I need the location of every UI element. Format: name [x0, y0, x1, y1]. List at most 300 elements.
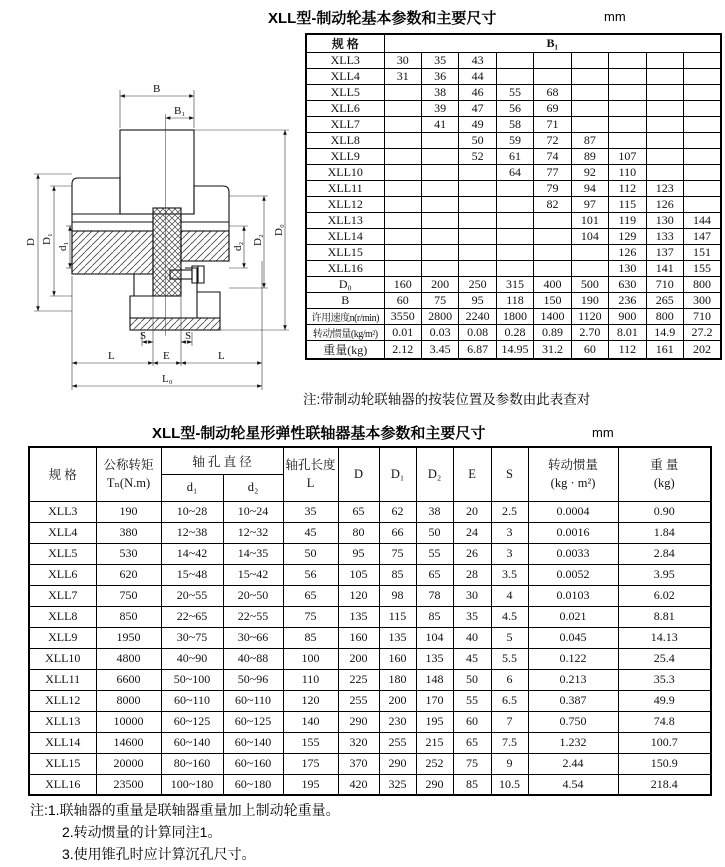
value-cell: 72	[534, 133, 571, 149]
value-cell: 0.89	[534, 325, 571, 341]
value-cell: 25.4	[618, 648, 711, 669]
value-cell: 60	[571, 341, 608, 360]
value-cell: 3.95	[618, 564, 711, 585]
value-cell: 39	[421, 101, 458, 117]
value-cell: 60	[453, 711, 491, 732]
value-cell: 23500	[96, 774, 161, 795]
value-cell: 0.0103	[528, 585, 618, 606]
value-cell	[571, 245, 608, 261]
value-cell	[421, 149, 458, 165]
value-cell: 66	[379, 522, 416, 543]
footnote-2: 2.转动惯量的计算同注1。	[62, 824, 222, 840]
value-cell: 420	[338, 774, 379, 795]
value-cell: 45	[283, 522, 338, 543]
value-cell	[421, 197, 458, 213]
table1-row	[306, 277, 721, 293]
value-cell: 60~140	[223, 732, 283, 753]
value-cell: 144	[684, 213, 722, 229]
value-cell: 85	[416, 606, 453, 627]
table2-row	[29, 627, 711, 648]
value-cell: 60~125	[223, 711, 283, 732]
value-cell: 180	[379, 669, 416, 690]
value-cell: 12~38	[161, 522, 223, 543]
value-cell: 52	[459, 149, 496, 165]
value-cell: 4.5	[491, 606, 528, 627]
row-label-cell: XLL14	[306, 229, 384, 245]
value-cell: 20~55	[161, 585, 223, 606]
table2-header-D1: D₁	[379, 447, 416, 501]
table1-row	[306, 165, 721, 181]
value-cell: 35	[453, 606, 491, 627]
value-cell	[384, 117, 421, 133]
value-cell: 30~75	[161, 627, 223, 648]
value-cell: 9	[491, 753, 528, 774]
value-cell: 40	[453, 627, 491, 648]
value-cell: 2240	[459, 309, 496, 325]
value-cell: XLL14	[29, 732, 96, 753]
value-cell: 1120	[571, 309, 608, 325]
value-cell: 400	[534, 277, 571, 293]
value-cell: 110	[609, 165, 646, 181]
inertia-label-line2: (kg · m²)	[550, 476, 596, 491]
value-cell: 500	[571, 277, 608, 293]
value-cell: 0.0004	[528, 501, 618, 522]
value-cell	[609, 133, 646, 149]
value-cell: 151	[684, 245, 722, 261]
table2-header-d2: d₂	[223, 474, 283, 501]
value-cell: 101	[571, 213, 608, 229]
value-cell: 41	[421, 117, 458, 133]
value-cell: 36	[421, 69, 458, 85]
value-cell: 87	[571, 133, 608, 149]
value-cell: XLL5	[29, 543, 96, 564]
value-cell: 120	[283, 690, 338, 711]
value-cell: 1800	[496, 309, 533, 325]
value-cell	[496, 69, 533, 85]
value-cell: XLL6	[29, 564, 96, 585]
value-cell: 65	[338, 501, 379, 522]
table2-header-weight	[618, 447, 711, 501]
table1-row	[306, 101, 721, 117]
value-cell: 31	[384, 69, 421, 85]
value-cell: 112	[609, 181, 646, 197]
value-cell: 115	[379, 606, 416, 627]
value-cell: 14.95	[496, 341, 533, 360]
value-cell: 135	[338, 606, 379, 627]
value-cell: XLL16	[29, 774, 96, 795]
value-cell: 62	[379, 501, 416, 522]
torque-label-line2: Tₙ(N.m)	[106, 476, 151, 491]
value-cell	[421, 165, 458, 181]
value-cell: 710	[646, 277, 683, 293]
value-cell	[496, 53, 533, 69]
value-cell	[646, 117, 683, 133]
value-cell: 75	[379, 543, 416, 564]
value-cell: XLL3	[29, 501, 96, 522]
value-cell: 7	[491, 711, 528, 732]
row-label-cell: XLL4	[306, 69, 384, 85]
value-cell: 4800	[96, 648, 161, 669]
table2-header-D2: D₂	[416, 447, 453, 501]
value-cell	[646, 133, 683, 149]
value-cell: 44	[459, 69, 496, 85]
value-cell: 12~32	[223, 522, 283, 543]
value-cell	[384, 197, 421, 213]
value-cell: 2.12	[384, 341, 421, 360]
value-cell: 55	[416, 543, 453, 564]
table1-b1-header: B₁	[384, 34, 721, 53]
value-cell: 60~110	[223, 690, 283, 711]
value-cell: 160	[338, 627, 379, 648]
inertia-label-line1: 转动惯量	[548, 458, 599, 473]
table1-row	[306, 293, 721, 309]
value-cell	[421, 245, 458, 261]
table2-row	[29, 564, 711, 585]
value-cell: 8000	[96, 690, 161, 711]
table1-row	[306, 133, 721, 149]
torque-label-line1: 公称转矩	[103, 458, 154, 473]
dim-label-d1: d₁	[57, 241, 69, 251]
value-cell: 60~180	[223, 774, 283, 795]
value-cell	[384, 181, 421, 197]
value-cell: XLL7	[29, 585, 96, 606]
value-cell: 300	[684, 293, 722, 309]
value-cell: 2.44	[528, 753, 618, 774]
table1-row	[306, 325, 721, 341]
value-cell: 126	[646, 197, 683, 213]
value-cell: 40~90	[161, 648, 223, 669]
dim-label-B: B	[153, 83, 161, 95]
value-cell: 61	[496, 149, 533, 165]
value-cell	[496, 181, 533, 197]
value-cell	[684, 101, 722, 117]
value-cell: 0.28	[496, 325, 533, 341]
value-cell	[459, 229, 496, 245]
table1-row	[306, 197, 721, 213]
table2-row	[29, 732, 711, 753]
value-cell: 150	[534, 293, 571, 309]
value-cell: 195	[416, 711, 453, 732]
value-cell: 20~50	[223, 585, 283, 606]
row-label-cell: XLL12	[306, 197, 384, 213]
value-cell: 35	[283, 501, 338, 522]
row-label-cell: 许用速度n(r/min)	[306, 309, 384, 325]
dim-label-L-left: L	[108, 350, 115, 362]
table1-unit: mm	[604, 9, 626, 24]
value-cell: 104	[416, 627, 453, 648]
row-label-cell: XLL9	[306, 149, 384, 165]
value-cell: 0.01	[384, 325, 421, 341]
value-cell: 60~160	[223, 753, 283, 774]
dim-label-D0: D₀	[273, 224, 285, 236]
table1-row	[306, 149, 721, 165]
table1-row	[306, 309, 721, 325]
value-cell: 0.03	[421, 325, 458, 341]
value-cell: 252	[416, 753, 453, 774]
value-cell: 195	[283, 774, 338, 795]
table2-header-S: S	[491, 447, 528, 501]
value-cell	[571, 117, 608, 133]
value-cell: XLL13	[29, 711, 96, 732]
value-cell: 200	[379, 690, 416, 711]
value-cell	[459, 245, 496, 261]
value-cell: 31.2	[534, 341, 571, 360]
value-cell	[534, 53, 571, 69]
value-cell: 135	[379, 627, 416, 648]
value-cell: 3.5	[491, 564, 528, 585]
value-cell: XLL15	[29, 753, 96, 774]
value-cell	[684, 53, 722, 69]
value-cell: 75	[421, 293, 458, 309]
value-cell: 56	[496, 101, 533, 117]
value-cell: 65	[283, 585, 338, 606]
value-cell: 160	[379, 648, 416, 669]
value-cell: 60	[384, 293, 421, 309]
value-cell: 55	[496, 85, 533, 101]
value-cell	[421, 181, 458, 197]
value-cell: 38	[421, 85, 458, 101]
value-cell	[384, 101, 421, 117]
value-cell: 6.02	[618, 585, 711, 606]
value-cell: 202	[684, 341, 722, 360]
table1-row	[306, 85, 721, 101]
row-label-cell: XLL7	[306, 117, 384, 133]
value-cell	[384, 213, 421, 229]
value-cell: 1.84	[618, 522, 711, 543]
value-cell: 200	[338, 648, 379, 669]
value-cell	[534, 229, 571, 245]
row-label-cell: D₀	[306, 277, 384, 293]
value-cell: 8.01	[609, 325, 646, 341]
value-cell: 380	[96, 522, 161, 543]
value-cell: 56	[283, 564, 338, 585]
value-cell	[421, 133, 458, 149]
value-cell: 107	[609, 149, 646, 165]
value-cell: 35.3	[618, 669, 711, 690]
value-cell: 74.8	[618, 711, 711, 732]
value-cell	[646, 69, 683, 85]
value-cell	[459, 165, 496, 181]
row-label-cell: XLL11	[306, 181, 384, 197]
value-cell: 140	[283, 711, 338, 732]
value-cell	[459, 261, 496, 277]
value-cell	[459, 213, 496, 229]
value-cell: 2.84	[618, 543, 711, 564]
value-cell: 14~42	[161, 543, 223, 564]
table1-row	[306, 213, 721, 229]
value-cell: 60~125	[161, 711, 223, 732]
value-cell: 26	[453, 543, 491, 564]
value-cell	[496, 197, 533, 213]
value-cell: 97	[571, 197, 608, 213]
value-cell: 119	[609, 213, 646, 229]
value-cell: 85	[453, 774, 491, 795]
value-cell: 47	[459, 101, 496, 117]
value-cell	[684, 165, 722, 181]
value-cell	[384, 149, 421, 165]
value-cell	[609, 69, 646, 85]
value-cell	[571, 261, 608, 277]
table2-row	[29, 774, 711, 795]
table2-row	[29, 585, 711, 606]
value-cell: 0.387	[528, 690, 618, 711]
value-cell: 68	[534, 85, 571, 101]
table2-row	[29, 690, 711, 711]
value-cell: 0.750	[528, 711, 618, 732]
value-cell: 100~180	[161, 774, 223, 795]
value-cell: 82	[534, 197, 571, 213]
value-cell: 22~65	[161, 606, 223, 627]
table2-header-length	[283, 447, 338, 501]
value-cell: 800	[684, 277, 722, 293]
value-cell: 10~28	[161, 501, 223, 522]
value-cell: 46	[459, 85, 496, 101]
table2-header-torque	[96, 447, 161, 501]
value-cell: 10000	[96, 711, 161, 732]
value-cell: 190	[96, 501, 161, 522]
value-cell: 230	[379, 711, 416, 732]
value-cell: 14~35	[223, 543, 283, 564]
value-cell	[384, 245, 421, 261]
table1-row	[306, 69, 721, 85]
table2-row	[29, 648, 711, 669]
value-cell: 78	[416, 585, 453, 606]
value-cell: 0.213	[528, 669, 618, 690]
row-label-cell: B	[306, 293, 384, 309]
value-cell: 133	[646, 229, 683, 245]
value-cell	[609, 53, 646, 69]
value-cell: 24	[453, 522, 491, 543]
value-cell	[496, 229, 533, 245]
table2-row	[29, 669, 711, 690]
value-cell	[421, 229, 458, 245]
value-cell: 85	[379, 564, 416, 585]
dim-label-S-right: S	[185, 330, 192, 342]
value-cell: 71	[534, 117, 571, 133]
value-cell	[646, 149, 683, 165]
value-cell: 137	[646, 245, 683, 261]
value-cell	[684, 149, 722, 165]
value-cell: 104	[571, 229, 608, 245]
value-cell: 5.5	[491, 648, 528, 669]
value-cell: 50	[416, 522, 453, 543]
table2-row	[29, 522, 711, 543]
dim-label-S-left: S	[140, 330, 147, 342]
value-cell: 50	[459, 133, 496, 149]
length-label-line2: L	[306, 476, 315, 491]
value-cell: 265	[646, 293, 683, 309]
row-label-cell: XLL8	[306, 133, 384, 149]
weight-label-line2: (kg)	[653, 476, 675, 491]
value-cell: 0.90	[618, 501, 711, 522]
value-cell: XLL8	[29, 606, 96, 627]
value-cell: 64	[496, 165, 533, 181]
value-cell: 10~24	[223, 501, 283, 522]
value-cell: 10.5	[491, 774, 528, 795]
value-cell	[684, 69, 722, 85]
row-label-cell: XLL16	[306, 261, 384, 277]
value-cell: 155	[283, 732, 338, 753]
dim-label-B1: B₁	[174, 105, 186, 117]
value-cell: 20	[453, 501, 491, 522]
row-label-cell: XLL15	[306, 245, 384, 261]
row-label-cell: 重量(kg)	[306, 341, 384, 360]
value-cell: 130	[646, 213, 683, 229]
value-cell: 900	[609, 309, 646, 325]
table1-note: 注:带制动轮联轴器的按装位置及参数由此表查对	[303, 392, 591, 407]
value-cell: XLL11	[29, 669, 96, 690]
value-cell: 155	[684, 261, 722, 277]
value-cell: 79	[534, 181, 571, 197]
value-cell: 92	[571, 165, 608, 181]
value-cell: 43	[459, 53, 496, 69]
value-cell: 65	[416, 564, 453, 585]
value-cell	[496, 245, 533, 261]
value-cell: 112	[609, 341, 646, 360]
value-cell	[384, 165, 421, 181]
value-cell: 3550	[384, 309, 421, 325]
value-cell: 225	[338, 669, 379, 690]
value-cell: 69	[534, 101, 571, 117]
value-cell: 126	[609, 245, 646, 261]
value-cell: 0.0016	[528, 522, 618, 543]
value-cell: 50~100	[161, 669, 223, 690]
value-cell: 27.2	[684, 325, 722, 341]
row-label-cell: 转动惯量(kg/m²)	[306, 325, 384, 341]
value-cell: 85	[283, 627, 338, 648]
value-cell: 255	[338, 690, 379, 711]
value-cell: 74	[534, 149, 571, 165]
value-cell: 236	[609, 293, 646, 309]
value-cell: 58	[496, 117, 533, 133]
footnote-1: 注:1.联轴器的重量是联轴器重量加上制动轮重量。	[30, 802, 340, 818]
value-cell: 710	[684, 309, 722, 325]
value-cell: 120	[338, 585, 379, 606]
value-cell: 1400	[534, 309, 571, 325]
value-cell: 4	[491, 585, 528, 606]
row-label-cell: XLL3	[306, 53, 384, 69]
dim-label-E: E	[163, 350, 170, 362]
value-cell: 5	[491, 627, 528, 648]
value-cell: 6.87	[459, 341, 496, 360]
table2-header-D: D	[338, 447, 379, 501]
value-cell: 1.232	[528, 732, 618, 753]
value-cell	[609, 101, 646, 117]
value-cell: 0.0033	[528, 543, 618, 564]
table1-row	[306, 229, 721, 245]
value-cell: 15~42	[223, 564, 283, 585]
value-cell	[534, 245, 571, 261]
value-cell	[421, 261, 458, 277]
value-cell: 255	[379, 732, 416, 753]
value-cell: 65	[453, 732, 491, 753]
value-cell: 77	[534, 165, 571, 181]
value-cell	[534, 69, 571, 85]
value-cell: 75	[283, 606, 338, 627]
table1-spec-header: 规 格	[306, 34, 384, 53]
value-cell: 94	[571, 181, 608, 197]
value-cell: 150.9	[618, 753, 711, 774]
value-cell: 38	[416, 501, 453, 522]
value-cell: 50~96	[223, 669, 283, 690]
value-cell: 98	[379, 585, 416, 606]
value-cell: 60~140	[161, 732, 223, 753]
row-label-cell: XLL5	[306, 85, 384, 101]
value-cell: 750	[96, 585, 161, 606]
value-cell	[384, 133, 421, 149]
dim-label-L0: L₀	[162, 373, 173, 385]
value-cell: XLL9	[29, 627, 96, 648]
